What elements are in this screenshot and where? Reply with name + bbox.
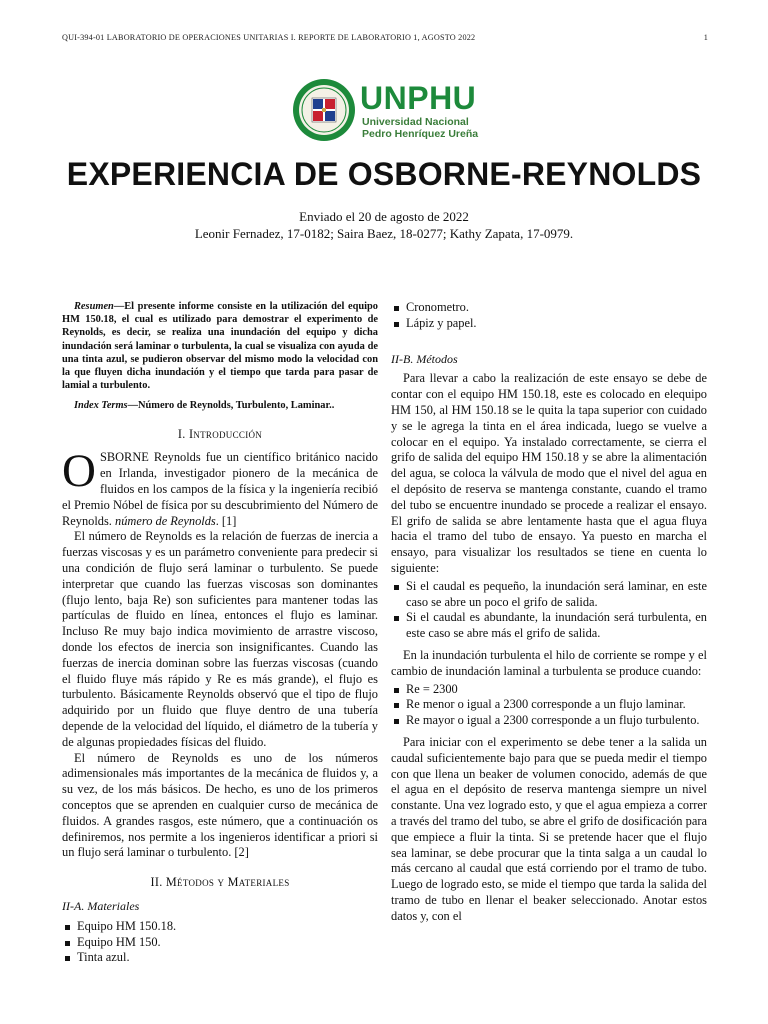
- index-terms-lead: Index Terms: [74, 400, 128, 412]
- list-item: Re menor o igual a 2300 corresponde a un flujo laminar.: [391, 697, 707, 713]
- reynolds-thresholds-list: [391, 682, 707, 729]
- submission-date: Enviado el 20 de agosto de 2022: [299, 209, 469, 224]
- materials-list-continued: [391, 300, 707, 332]
- university-name-line2: Pedro Henríquez Ureña: [362, 128, 479, 140]
- list-item: Cronometro.: [391, 300, 707, 316]
- list-item: Re mayor o igual a 2300 corresponde a un flujo turbulento.: [391, 713, 707, 729]
- list-item: Equipo HM 150.: [62, 935, 378, 951]
- intro-p1-end: . [1]: [215, 513, 237, 528]
- university-wordmark: UNPHU: [360, 80, 477, 116]
- list-item: Tinta azul.: [62, 950, 378, 966]
- index-terms-text: —Número de Reynolds, Turbulento, Laminar..: [127, 400, 335, 412]
- intro-p1-italic: número de Reynolds: [115, 513, 216, 528]
- left-column: [62, 300, 378, 972]
- byline: [0, 208, 768, 242]
- list-item: Si el caudal es abundante, la inundación será turbulenta, en este caso se abre más el grifo de salida.: [391, 610, 707, 642]
- intro-paragraph-2: El número de Reynolds es la relación de fuerzas de inercia a fuerzas viscosas y es un parámetro conveniente para predecir si una condición de flujo será laminar o turbulento. Se puede interpretar que cuando las fuerzas viscosas son dominantes (flujo lento, baja Re) son suficientes para mantener todas las partículas de fluido en línea, entonces el flujo es laminar. Incluso Re muy bajo indica movimiento de arrastre viscoso, donde los efectos de inercia son insignificantes. Cuando las fuerzas de inercia dominan sobre las fuerzas viscosas (cuando el fluido fluye más rápido y Re es más grande), el flujo es turbulento. Básicamente Reynolds observó que el tipo de flujo adquirido por un fluido que fluye dentro de una tubería depende de la velocidad del líquido, el diámetro de la tubería y de algunas propiedades físicas del fluido.: [62, 529, 378, 749]
- running-head-text: QUI-394-01 LABORATORIO DE OPERACIONES UNITARIAS I. REPORTE DE LABORATORIO 1, AGOSTO 2022: [62, 33, 476, 42]
- section-heading-methods: II. Métodos y Materiales: [150, 875, 290, 890]
- paper-title: EXPERIENCIA DE OSBORNE-REYNOLDS: [66, 156, 702, 192]
- intro-paragraph-3: El número de Reynolds es uno de los números adimensionales más importantes de la mecánica de fluidos y, a su vez, de los más básicos. De hecho, es uno de los primeros conceptos que se aprenden en cualquier curso de mecánica de fluidos. A grandes rasgos, este número, que a continuación os definiremos, nos permite a los ingenieros identificar a priori si un flujo será laminar o turbulento. [2]: [62, 750, 378, 860]
- running-head: [62, 33, 708, 42]
- page-number: 1: [703, 33, 708, 42]
- materials-list: [62, 919, 378, 966]
- list-item: Equipo HM 150.18.: [62, 919, 378, 935]
- flow-conditions-list: [391, 579, 707, 642]
- list-item: Re = 2300: [391, 682, 707, 698]
- section-heading-introduction: I. Introducción: [177, 426, 263, 441]
- methods-paragraph-3: Para iniciar con el experimento se debe tener a la salida un caudal suficientemente bajo para que se pueda medir el tiempo con que llena un beaker de volumen conocido, además de que el agua en el depósito de reserva mantenga siempre un nivel constante. Una vez logrado esto, y que el agua empieza a correr a través del tramo del tubo, se abre el grifo de dosificación para que empiece a fluir la tinta. Si se pretende hacer que el flujo sea laminar, se debe procurar que la tinta salga a un caudal lo más cercano al caudal que está corriendo por el tramo de tubo. Luego de logrado esto, se mide el tiempo que tarda la salida del tramo de tubo en llenar el beaker seleccionado. Anotar estos datos y, con el: [391, 734, 707, 923]
- abstract-text: —El presente informe consiste en la utilización del equipo HM 150.18, el cual es utilizado para demostrar el experimento de Reynolds, es decir, se realiza una inundación del equipo y dicha inundación será laminar o turbulenta, la cual se visualiza con ayuda de una tinta azul, se pudieron observar del mismo modo la velocidad con la que fluyen dicha inundación y el tiempo que tarda para pasar de lamial a turbulento.: [62, 301, 378, 392]
- university-seal-icon: [292, 78, 356, 142]
- intro-p1-start: SBORNE Reynolds fue un científico británico nacido en Irlanda, investigador pionero de la mecánica de fluidos en los campos de la física y la ingeniería recibió el Premio Nóbel de física por su descubrimiento del Número de Reynolds.: [62, 450, 378, 528]
- right-column: [391, 300, 707, 924]
- abstract: [62, 300, 378, 392]
- methods-paragraph-1: Para llevar a cabo la realización de este ensayo se debe de contar con el equipo HM 150.18, este es colocado en elequipo HM 150, al HM 150.18 se le quita la tapa superior con cuidado y se le agrega la tinta en el área indicada, luego se vuelve a colocar en el equipo. Ya instalado correctamente, se cierra el grifo de salida del equipo HM 150.18 y se abre la alimentación del agua, se coloca la válvula de modo que el nivel del agua en el depósito de reserva se mantenga constante, cuando el tramo del tubo se encuentre inundado se procede a realizar el ensayo. El grifo de salida se abre lentamente hasta que el agua fluya hacia el tramo del tubo de ensayo. Ya puesto en marcha el ensayo, para visualizar los resultados se tiene en cuenta lo siguiente:: [391, 371, 707, 575]
- index-terms: [62, 399, 378, 412]
- intro-paragraph-1: [62, 445, 378, 529]
- abstract-lead: Resumen: [74, 301, 114, 312]
- subsection-heading-materials: II-A. Materiales: [62, 898, 140, 913]
- subsection-heading-methods: II-B. Métodos: [391, 351, 458, 366]
- university-logo: [292, 78, 492, 142]
- drop-cap: O: [62, 445, 96, 498]
- list-item: Lápiz y papel.: [391, 316, 707, 332]
- authors: Leonir Fernadez, 17-0182; Saira Baez, 18-0277; Kathy Zapata, 17-0979.: [194, 226, 574, 241]
- university-name-line1: Universidad Nacional: [362, 116, 469, 128]
- methods-paragraph-2: En la inundación turbulenta el hilo de corriente se rompe y el cambio de inundación laminal a turbulenta se produce cuando:: [391, 647, 707, 678]
- list-item: Si el caudal es pequeño, la inundación será laminar, en este caso se abre un poco el grifo de salida.: [391, 579, 707, 611]
